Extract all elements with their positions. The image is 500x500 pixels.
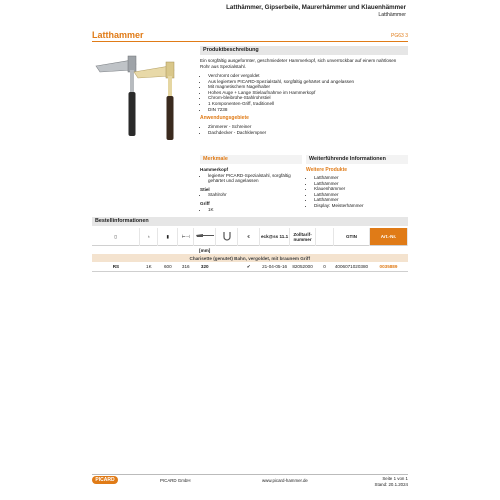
features-heading: Merkmale xyxy=(200,155,302,164)
unit-cell xyxy=(140,246,158,255)
order-group-row xyxy=(92,254,408,262)
order-icon-header-row xyxy=(92,228,408,246)
feature-list xyxy=(200,73,406,112)
feature-item: • Mit magnetischem Nagelhalter xyxy=(208,84,406,90)
dimension-icon: ⊢⊣ xyxy=(178,228,194,246)
application-item: • Dachdecker - Dachklempner xyxy=(208,130,406,136)
order-info-heading: Bestellinformationen xyxy=(92,217,408,226)
document-subtitle: Latthämmer xyxy=(378,12,406,18)
magnet-icon xyxy=(216,228,238,246)
article-number-header: Art.-Nr. xyxy=(369,228,407,246)
check-cell: ✔ xyxy=(238,262,260,272)
footer-company: PICARD GmbH xyxy=(160,478,191,483)
application-list xyxy=(200,124,406,135)
further-products-heading: Weitere Produkte xyxy=(306,167,348,173)
handle-type-icon: ♁ xyxy=(140,228,158,246)
product-description-heading: Produktbeschreibung xyxy=(200,46,408,55)
magnet-cell xyxy=(216,262,238,272)
unit-cell xyxy=(216,246,238,255)
further-product-link[interactable]: • Latthämmer xyxy=(314,192,406,198)
further-product-link[interactable]: • Display: Meisterhämmer xyxy=(314,203,406,209)
griff-label: Griff xyxy=(200,200,210,206)
gtin-cell: 4006071020380 xyxy=(333,262,369,272)
chrome-hammer-image xyxy=(96,56,136,136)
gtin-header: GTIN xyxy=(333,228,369,246)
application-item: • Zimmerer - Schreiner xyxy=(208,124,406,130)
feature-item: • DIN 7238 xyxy=(208,107,406,113)
length-icon: ▯ xyxy=(92,228,140,246)
unit-cell xyxy=(290,246,316,255)
eclass-header: eck@ss 11.1 xyxy=(260,228,290,246)
further-product-link[interactable]: • Latthämmer xyxy=(314,181,406,187)
feature-item: • Chrom-bleibrühe-Stahlrohrstiel xyxy=(208,95,406,101)
unit-cell xyxy=(369,246,407,255)
customs-tariff-header: Zolltarif-nummer xyxy=(290,228,316,246)
features-box xyxy=(200,167,300,212)
unit-cell: [mm] xyxy=(194,246,216,255)
article-number-cell[interactable]: 0035889 xyxy=(369,262,407,272)
further-product-link[interactable]: • Klauenhämmer xyxy=(314,186,406,192)
table-row xyxy=(92,262,408,272)
feature-item: • 1 Komponenten-Griff, traditionell xyxy=(208,101,406,107)
footer-website[interactable]: www.picard-hammer.de xyxy=(262,478,308,483)
customs-tariff-cell: 82052000 xyxy=(290,262,316,272)
stiel-item: • Stahlrohr xyxy=(208,192,300,198)
product-description-intro: Ein sorgfältig ausgeformter, geschmiedeter Hammerkopf, sich unverrückbar auf einem nahtlosen Rohr aus Spezialstahl. xyxy=(200,58,397,69)
feature-item: • Hohes Auge + Lange Stielaufnahme im Hammerkopf xyxy=(208,90,406,96)
packaging-cell: 0 xyxy=(316,262,334,272)
unit-cell xyxy=(178,246,194,255)
gold-hammer-image xyxy=(134,62,174,140)
model-cell: RS xyxy=(92,262,140,272)
hammer-length-icon xyxy=(194,228,216,246)
feature-item: • Aus legiertem PICARD-Spezialstahl, sorgfältig gehärtet und angelassen xyxy=(208,79,406,85)
document-title: Latthämmer, Gipserbeile, Maurerhämmer und Klauenhämmer xyxy=(226,4,406,11)
hammerkopf-label: Hammerkopf xyxy=(200,167,229,172)
further-product-link[interactable]: • Latthämmer xyxy=(314,197,406,203)
order-group-label: Charisette (genutet) Bahn, vergoldet, mit braunem Griff xyxy=(92,254,408,262)
product-image xyxy=(92,46,198,146)
packaging-icon xyxy=(316,228,334,246)
length-cell: 320 xyxy=(194,262,216,272)
further-products-list xyxy=(306,175,406,209)
unit-cell xyxy=(333,246,369,255)
unit-cell xyxy=(260,246,290,255)
unit-cell xyxy=(238,246,260,255)
application-heading: Anwendungsgebiete xyxy=(200,115,249,121)
further-product-link[interactable]: • Latthämmer xyxy=(314,175,406,181)
unit-cell xyxy=(158,246,178,255)
footer-page-number: Seite 1 von 1 xyxy=(382,476,408,481)
weight-icon: ▮ xyxy=(158,228,178,246)
handle-cell: 1K xyxy=(140,262,158,272)
further-info-heading: Weiterführende Informationen xyxy=(306,155,408,164)
picard-logo: PICARD xyxy=(92,476,118,484)
section-title: Latthammer xyxy=(92,30,144,40)
page-reference: PG63 3 xyxy=(391,33,408,39)
stiel-label: Stiel xyxy=(200,186,210,192)
order-unit-row xyxy=(92,246,408,255)
unit-cell xyxy=(92,246,140,255)
eclass-cell: 21-04-05-16 xyxy=(260,262,290,272)
dimension-cell: 316 xyxy=(178,262,194,272)
footer-divider xyxy=(92,474,408,475)
order-table xyxy=(92,228,408,272)
feature-item: • Verchromt oder vergoldet xyxy=(208,73,406,79)
unit-cell xyxy=(316,246,334,255)
weight-cell: 600 xyxy=(158,262,178,272)
price-icon: € xyxy=(238,228,260,246)
section-divider xyxy=(92,41,408,42)
griff-item: • 1K xyxy=(208,207,300,213)
hammerkopf-item: • legierter PICARD-Spezialstahl, sorgfältig gehärtet und angelassen xyxy=(208,173,300,184)
footer-date: Stand: 20.1.2024 xyxy=(374,482,408,487)
